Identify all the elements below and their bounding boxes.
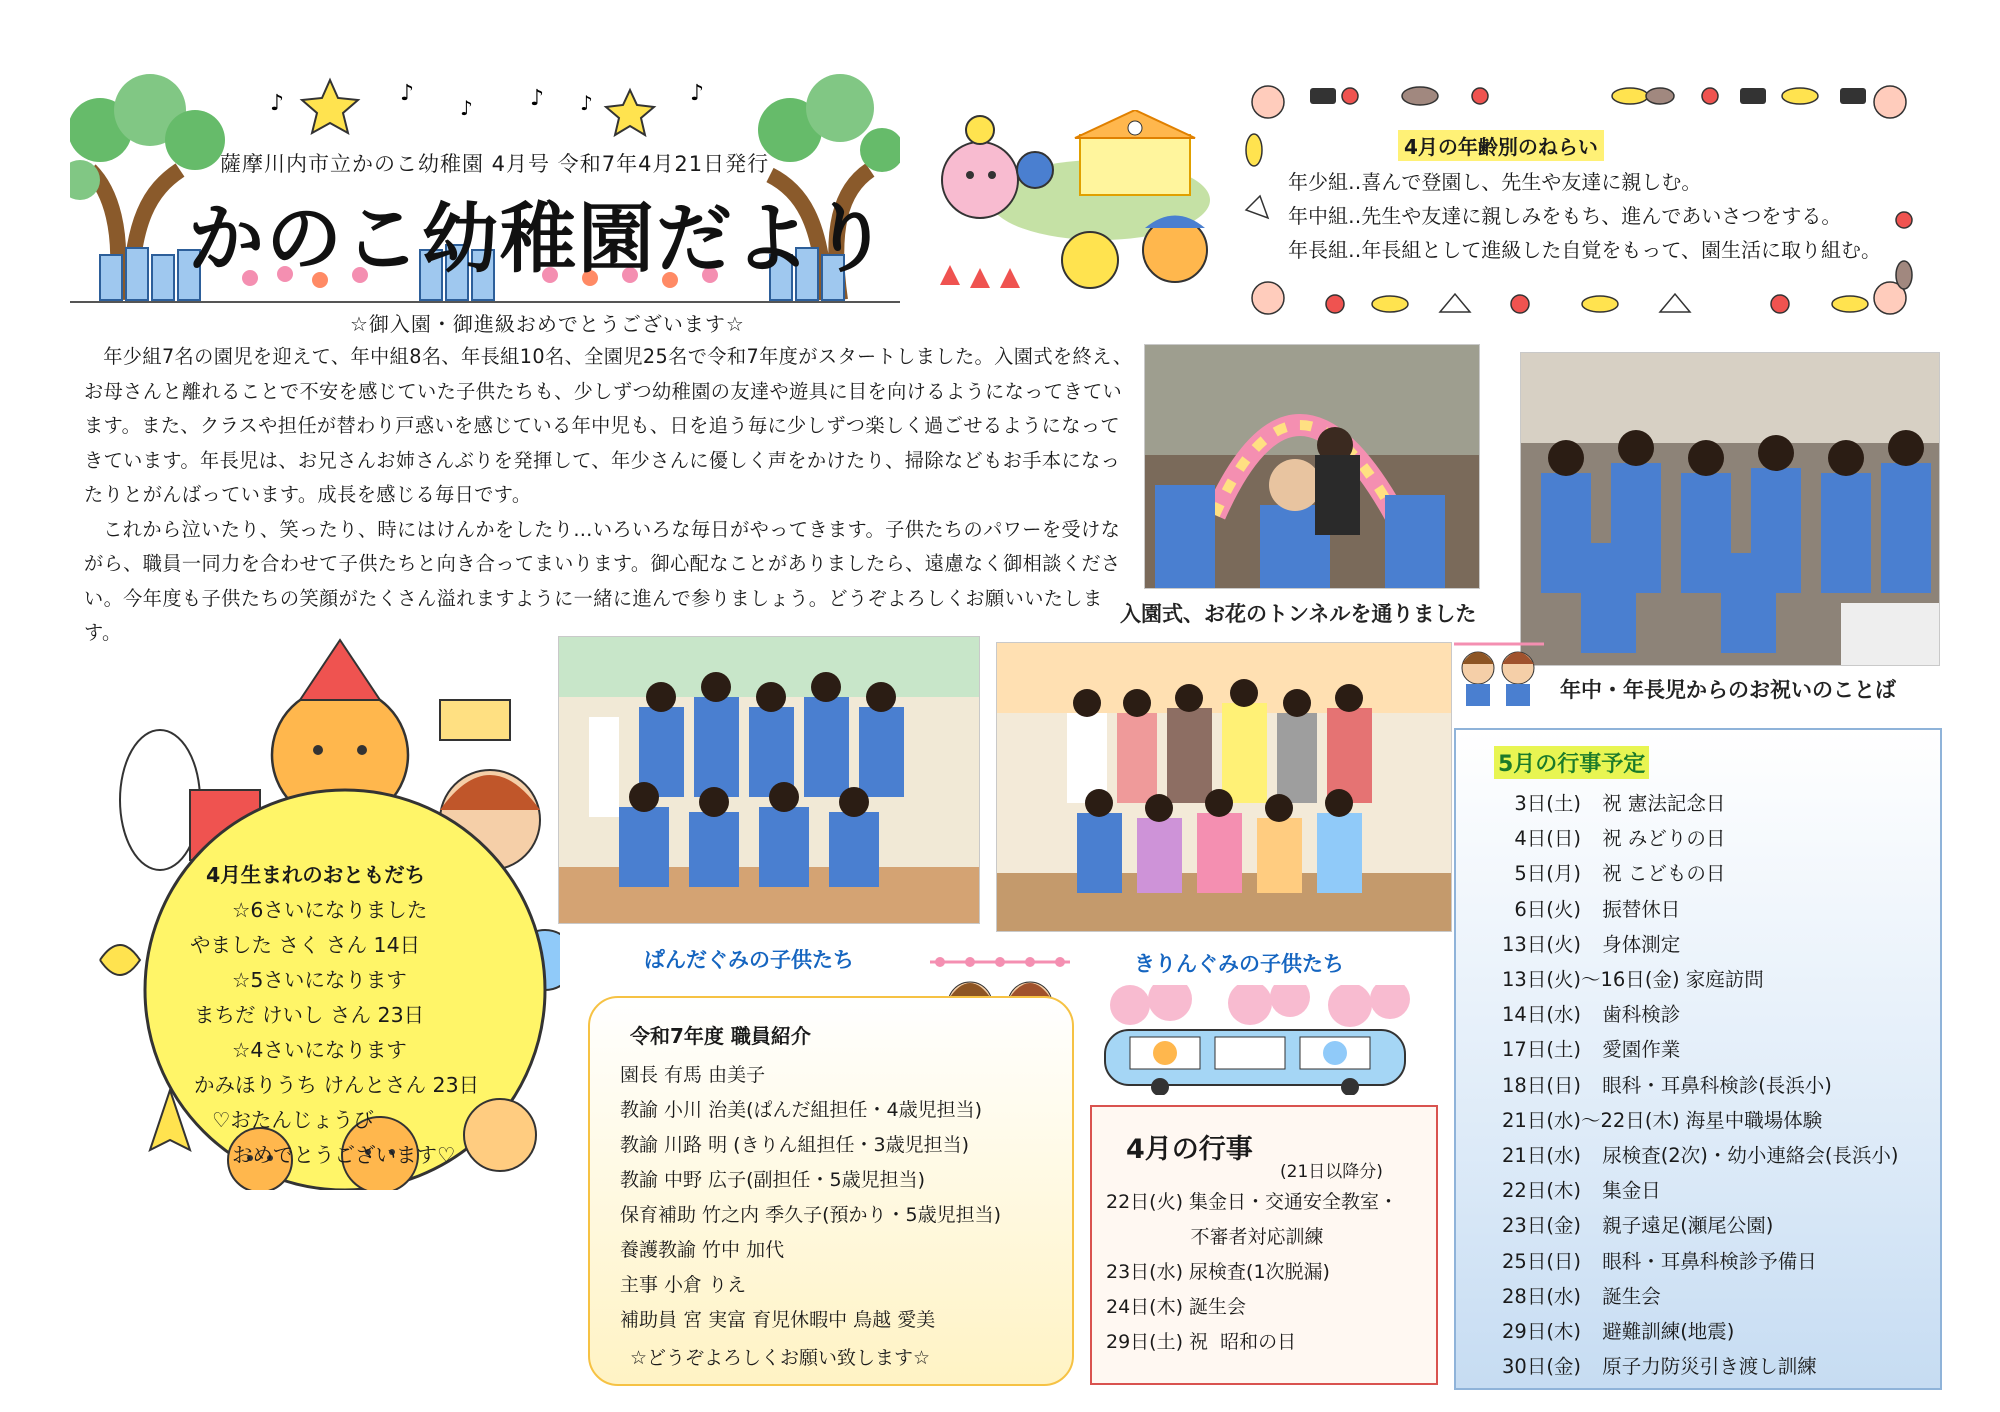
may-event-name: 原子力防災引き渡し訓練 — [1602, 1355, 1817, 1379]
may-event-name: 愛園作業 — [1602, 1038, 1681, 1062]
staff-row: 園長 有馬 由美子 — [620, 1064, 766, 1086]
photo-entrance-ceremony — [1144, 344, 1480, 589]
birthday-line: やました さく さん 14日 — [190, 933, 421, 957]
april-event-row: 24日(木) 誕生会 — [1106, 1296, 1247, 1318]
may-event-name: 振替休日 — [1602, 897, 1681, 921]
photo-celebration — [1520, 352, 1940, 666]
svg-text:♪: ♪ — [580, 91, 593, 115]
birthday-line: ♡おたんじょうび — [212, 1108, 374, 1132]
april-event-row: 不審者対応訓練 — [1106, 1226, 1324, 1248]
birthday-line: ☆4さいになります — [232, 1038, 407, 1062]
staff-title: 令和7年度 職員紹介 — [630, 1024, 811, 1048]
may-event-name: 祝 みどりの日 — [1602, 827, 1726, 851]
may-event-name: 眼科・耳鼻科検診予備日 — [1602, 1249, 1817, 1273]
may-event-date: 5日(月) — [1502, 862, 1582, 886]
staff-row: 養護教諭 竹中 加代 — [620, 1239, 785, 1261]
april-events-title: 4月の行事 — [1126, 1134, 1253, 1165]
food-border-decoration — [1240, 80, 1920, 318]
may-event-row — [1502, 1316, 1734, 1344]
caption-panda: ぱんだぐみの子供たち — [644, 948, 854, 972]
photo-kirin-class — [996, 642, 1452, 932]
may-event-name: 祝 憲法記念日 — [1602, 792, 1726, 815]
may-event-date: 23日(金) — [1502, 1214, 1582, 1238]
may-event-name: 誕生会 — [1602, 1284, 1661, 1308]
may-event-row — [1502, 823, 1725, 851]
may-event-name: 海星中職場体験 — [1685, 1108, 1823, 1132]
birthday-title: 4月生まれのおともだち — [206, 863, 426, 887]
may-event-date: 22日(木) — [1502, 1179, 1582, 1203]
may-event-name: 家庭訪問 — [1685, 968, 1764, 991]
may-event-name: 眼科・耳鼻科検診(長浜小) — [1602, 1073, 1832, 1097]
may-event-row — [1502, 1281, 1661, 1309]
april-event-row: 22日(火) 集金日・交通安全教室・ — [1106, 1191, 1399, 1213]
may-event-date: 30日(金) — [1502, 1355, 1582, 1379]
may-event-date: 6日(火) — [1502, 897, 1582, 921]
birthday-text — [182, 858, 522, 1173]
staff-row: 主事 小倉 りえ — [620, 1274, 747, 1296]
intro-text — [84, 340, 1134, 651]
april-event-row: 29日(土) 祝 昭和の日 — [1106, 1331, 1297, 1353]
caption-kirin: きりんぐみの子供たち — [1134, 952, 1344, 976]
april-event-row: 23日(水) 尿検査(1次脱漏) — [1106, 1261, 1330, 1283]
april-events-subtitle: (21日以降分) — [1280, 1162, 1383, 1182]
greeting-heading: ☆御入園・御進級おめでとうございます☆ — [350, 312, 745, 336]
svg-text:♪: ♪ — [690, 81, 705, 106]
may-event-name: 親子遠足(瀬尾公園) — [1602, 1214, 1774, 1238]
may-event-date: 18日(日) — [1502, 1073, 1582, 1097]
intro-paragraph-2: これから泣いたり、笑ったり、時にはけんかをしたり…いろいろな毎日がやってきます。子供たちのパワーを受けながら、職員一同力を合わせて子供たちと向き合ってまいります。御心配なことがありましたら、遠慮なく御相談ください。今年度も子供たちの笑顔がたくさん溢れますように一緒に進んで参りましょう。どうぞよろしくお願いいたします。 — [84, 517, 1121, 644]
staff-row: 教諭 小川 治美(ぱんだ組担任・4歳児担当) — [620, 1099, 982, 1121]
staff-row: 教諭 中野 広子(副担任・5歳児担当) — [620, 1169, 925, 1191]
svg-text:♪: ♪ — [460, 96, 473, 120]
may-event-date: 21日(水) — [1502, 1144, 1582, 1167]
may-event-date: 25日(日) — [1502, 1249, 1582, 1273]
newsletter-header — [70, 70, 900, 310]
may-event-name: 避難訓練(地震) — [1602, 1320, 1735, 1343]
may-event-name: 祝 こどもの日 — [1602, 862, 1726, 886]
staff-row: 補助員 宮 実富 育児休暇中 鳥越 愛美 — [620, 1309, 936, 1331]
newsletter-title: かのこ幼稚園だより — [188, 194, 890, 283]
may-event-date: 17日(土) — [1502, 1038, 1582, 1062]
aim-nensho: 年少組‥喜んで登園し、先生や友達に親しむ。 — [1288, 170, 1702, 194]
birthday-line: おめでとうございます♡ — [232, 1143, 456, 1167]
may-event-date: 14日(水) — [1502, 1003, 1582, 1027]
may-events-title: 5月の行事予定 — [1494, 746, 1649, 779]
may-event-row — [1502, 929, 1680, 957]
aim-nenchu: 年中組‥先生や友達に親しみをもち、進んであいさつをする。 — [1288, 204, 1842, 228]
birthday-line: まちだ けいし さん 23日 — [194, 1003, 425, 1027]
aim-nencho: 年長組‥年長組として進級した自覚をもって、園生活に取り組む。 — [1288, 238, 1881, 262]
svg-text:♪: ♪ — [530, 86, 545, 111]
may-event-row — [1502, 1210, 1773, 1238]
may-event-row — [1502, 788, 1725, 816]
may-event-row — [1502, 894, 1680, 922]
may-event-row — [1502, 999, 1680, 1027]
caption-entrance: 入園式、お花のトンネルを通りました — [1120, 602, 1477, 626]
photo-panda-class — [558, 636, 980, 924]
birthday-line: かみほりうち けんとさん 23日 — [194, 1073, 480, 1097]
may-event-row — [1502, 1034, 1680, 1062]
birthday-line: ☆6さいになりました — [232, 898, 428, 922]
may-event-row — [1502, 1351, 1817, 1379]
may-event-date: 4日(日) — [1502, 827, 1582, 851]
aims-title: 4月の年齢別のねらい — [1398, 130, 1604, 161]
bus-illustration — [1090, 985, 1440, 1095]
may-event-row — [1502, 1140, 1899, 1168]
may-event-date: 13日(火) — [1502, 932, 1582, 956]
staff-closing: ☆どうぞよろしくお願い致します☆ — [630, 1347, 931, 1369]
svg-text:♪: ♪ — [270, 91, 285, 116]
monthly-aims-box — [1240, 80, 1920, 318]
kindergarten-illustration — [930, 110, 1230, 310]
svg-text:♪: ♪ — [400, 81, 415, 106]
april-events-box — [1090, 1105, 1438, 1385]
caption-celebration: 年中・年長児からのお祝いのことば — [1560, 678, 1896, 702]
staff-introduction-box — [588, 996, 1074, 1386]
birthday-section — [90, 630, 560, 1190]
may-event-name: 身体測定 — [1602, 932, 1681, 956]
may-event-row — [1502, 1105, 1822, 1133]
staff-row: 保育補助 竹之内 季久子(預かり・5歳児担当) — [620, 1204, 1001, 1226]
may-event-row — [1502, 858, 1725, 886]
publisher-line: 薩摩川内市立かのこ幼稚園 4月号 令和7年4月21日発行 — [220, 152, 770, 176]
may-event-row — [1502, 1246, 1817, 1274]
kids-illustration-celebration — [1454, 640, 1544, 710]
may-event-row — [1502, 964, 1764, 992]
may-event-date: 21日(水)～22日(木) — [1502, 1108, 1680, 1132]
may-event-row — [1502, 1175, 1661, 1203]
may-event-row — [1502, 1070, 1832, 1098]
intro-paragraph-1: 年少組7名の園児を迎えて、年中組8名、年長組10名、全園児25名で令和7年度がスタートしました。入園式を終え、お母さんと離れることで不安を感じていた子供たちも、少しずつ幼稚園の友達や遊具に目を向けるようになってきています。また、クラスや担任が替わり戸惑いを感じている年中児も、日を追う毎に少しずつ楽しく過ごせるようになってきています。年長児は、お兄さんお姉さんぶりを発揮して、年少さんに優しく声をかけたり、掃除などもお手本になったりとがんばっています。成長を感じる毎日です。 — [84, 345, 1133, 506]
may-event-name: 歯科検診 — [1602, 1003, 1681, 1027]
may-event-date: 28日(水) — [1502, 1284, 1582, 1308]
may-event-date: 3日(土) — [1502, 792, 1582, 815]
may-event-name: 集金日 — [1602, 1179, 1661, 1203]
may-event-date: 29日(木) — [1502, 1320, 1582, 1343]
birthday-line: ☆5さいになります — [232, 968, 407, 992]
may-events-box — [1454, 728, 1942, 1390]
staff-row: 教諭 川路 明 (きりん組担任・3歳児担当) — [620, 1134, 970, 1156]
may-event-date: 13日(火)～16日(金) — [1502, 968, 1680, 991]
may-event-name: 尿検査(2次)・幼小連絡会(長浜小) — [1602, 1144, 1899, 1167]
